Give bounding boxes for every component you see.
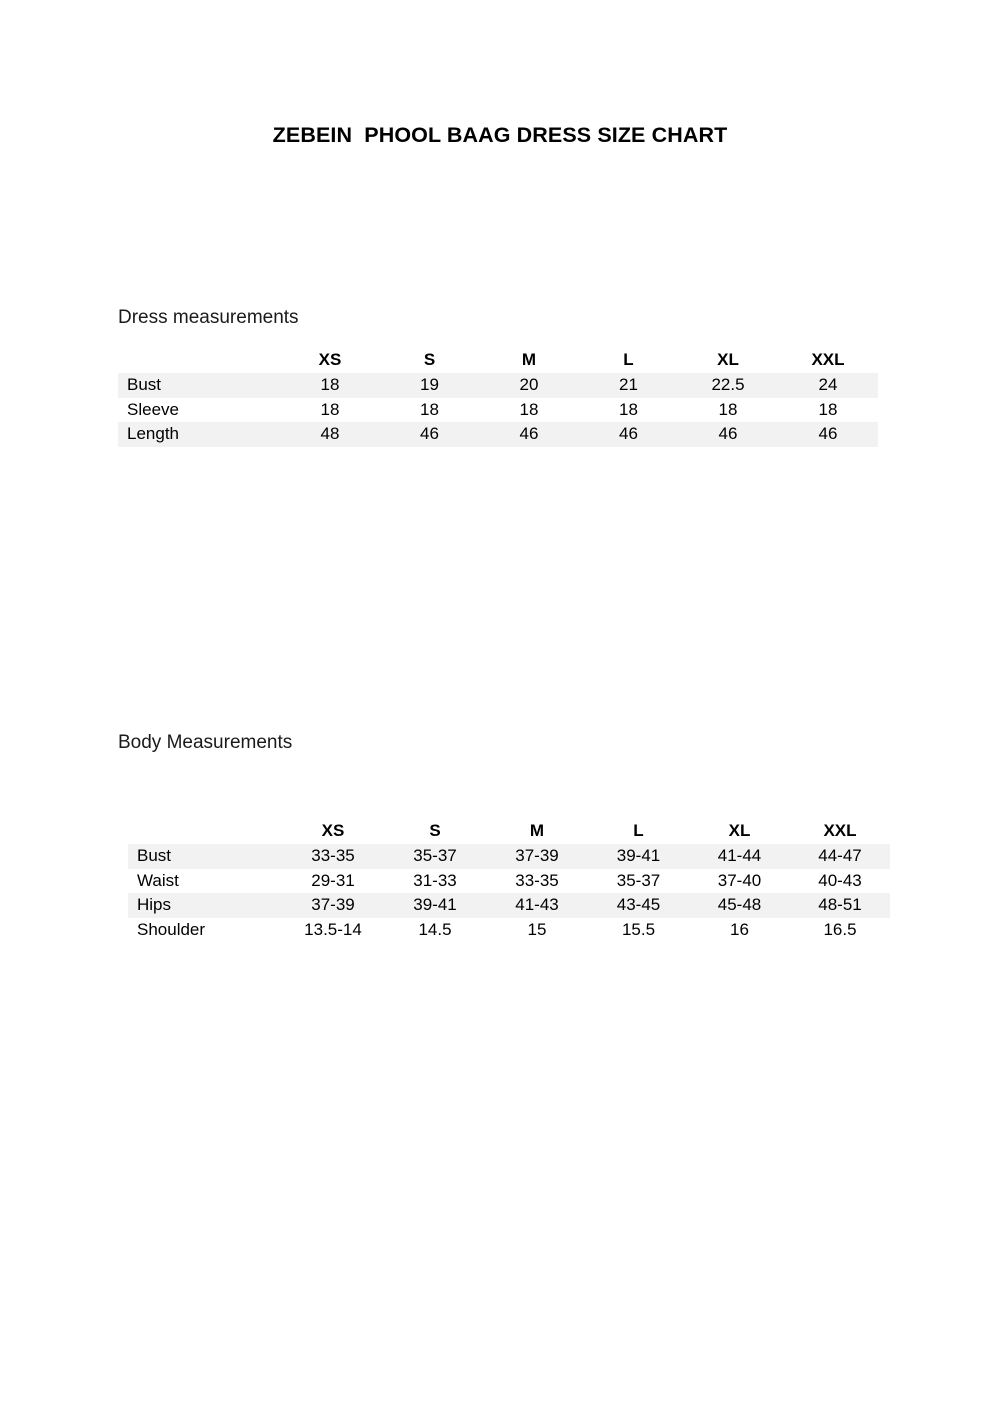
column-header-row-label <box>118 346 280 373</box>
column-header-s: S <box>384 817 486 844</box>
table-row <box>118 398 878 423</box>
cell-length-l: 46 <box>579 422 678 447</box>
cell-bust-xs: 18 <box>280 373 380 398</box>
table-row <box>128 918 890 943</box>
dress-table-header <box>118 346 878 373</box>
cell-waist-s: 31-33 <box>384 869 486 894</box>
cell-hips-m: 41-43 <box>486 893 588 918</box>
cell-bust-m: 20 <box>479 373 579 398</box>
cell-waist-m: 33-35 <box>486 869 588 894</box>
section-heading-body-measurements: Body Measurements <box>118 732 293 753</box>
column-header-xs: XS <box>280 346 380 373</box>
cell-sleeve-l: 18 <box>579 398 678 423</box>
cell-body-bust-xxl: 44-47 <box>790 844 890 869</box>
cell-waist-xs: 29-31 <box>282 869 384 894</box>
cell-sleeve-xxl: 18 <box>778 398 878 423</box>
table-row <box>128 869 890 894</box>
cell-shoulder-xl: 16 <box>689 918 790 943</box>
cell-length-xxl: 46 <box>778 422 878 447</box>
body-table-body <box>128 844 890 942</box>
cell-sleeve-xs: 18 <box>280 398 380 423</box>
cell-waist-xl: 37-40 <box>689 869 790 894</box>
row-label-shoulder: Shoulder <box>128 918 282 943</box>
cell-waist-xxl: 40-43 <box>790 869 890 894</box>
cell-waist-l: 35-37 <box>588 869 689 894</box>
table-header-row <box>118 346 878 373</box>
row-label-bust: Bust <box>128 844 282 869</box>
cell-hips-xl: 45-48 <box>689 893 790 918</box>
column-header-xxl: XXL <box>790 817 890 844</box>
cell-bust-xl: 22.5 <box>678 373 778 398</box>
cell-shoulder-s: 14.5 <box>384 918 486 943</box>
row-label-hips: Hips <box>128 893 282 918</box>
cell-sleeve-m: 18 <box>479 398 579 423</box>
cell-body-bust-xl: 41-44 <box>689 844 790 869</box>
row-label-sleeve: Sleeve <box>118 398 280 423</box>
cell-length-xl: 46 <box>678 422 778 447</box>
column-header-m: M <box>486 817 588 844</box>
cell-shoulder-m: 15 <box>486 918 588 943</box>
table-row <box>118 422 878 447</box>
cell-sleeve-s: 18 <box>380 398 479 423</box>
cell-length-s: 46 <box>380 422 479 447</box>
column-header-xl: XL <box>689 817 790 844</box>
cell-sleeve-xl: 18 <box>678 398 778 423</box>
table-row <box>128 844 890 869</box>
cell-body-bust-m: 37-39 <box>486 844 588 869</box>
table-header-row <box>128 817 890 844</box>
dress-measurements-table <box>118 346 878 447</box>
row-label-length: Length <box>118 422 280 447</box>
cell-length-xs: 48 <box>280 422 380 447</box>
cell-bust-xxl: 24 <box>778 373 878 398</box>
section-heading-dress-measurements: Dress measurements <box>118 307 299 328</box>
column-header-xxl: XXL <box>778 346 878 373</box>
column-header-row-label <box>128 817 282 844</box>
cell-bust-s: 19 <box>380 373 479 398</box>
dress-table-body <box>118 373 878 447</box>
cell-body-bust-l: 39-41 <box>588 844 689 869</box>
cell-hips-xs: 37-39 <box>282 893 384 918</box>
cell-shoulder-xs: 13.5-14 <box>282 918 384 943</box>
column-header-l: L <box>579 346 678 373</box>
cell-hips-s: 39-41 <box>384 893 486 918</box>
cell-hips-l: 43-45 <box>588 893 689 918</box>
cell-body-bust-xs: 33-35 <box>282 844 384 869</box>
column-header-l: L <box>588 817 689 844</box>
column-header-s: S <box>380 346 479 373</box>
cell-shoulder-xxl: 16.5 <box>790 918 890 943</box>
column-header-xl: XL <box>678 346 778 373</box>
table-row <box>128 893 890 918</box>
column-header-m: M <box>479 346 579 373</box>
cell-body-bust-s: 35-37 <box>384 844 486 869</box>
body-measurements-table <box>128 817 890 942</box>
cell-shoulder-l: 15.5 <box>588 918 689 943</box>
body-table-header <box>128 817 890 844</box>
cell-hips-xxl: 48-51 <box>790 893 890 918</box>
page-title: ZEBEIN PHOOL BAAG DRESS SIZE CHART <box>272 123 728 147</box>
cell-bust-l: 21 <box>579 373 678 398</box>
row-label-bust: Bust <box>118 373 280 398</box>
row-label-waist: Waist <box>128 869 282 894</box>
column-header-xs: XS <box>282 817 384 844</box>
table-row <box>118 373 878 398</box>
cell-length-m: 46 <box>479 422 579 447</box>
